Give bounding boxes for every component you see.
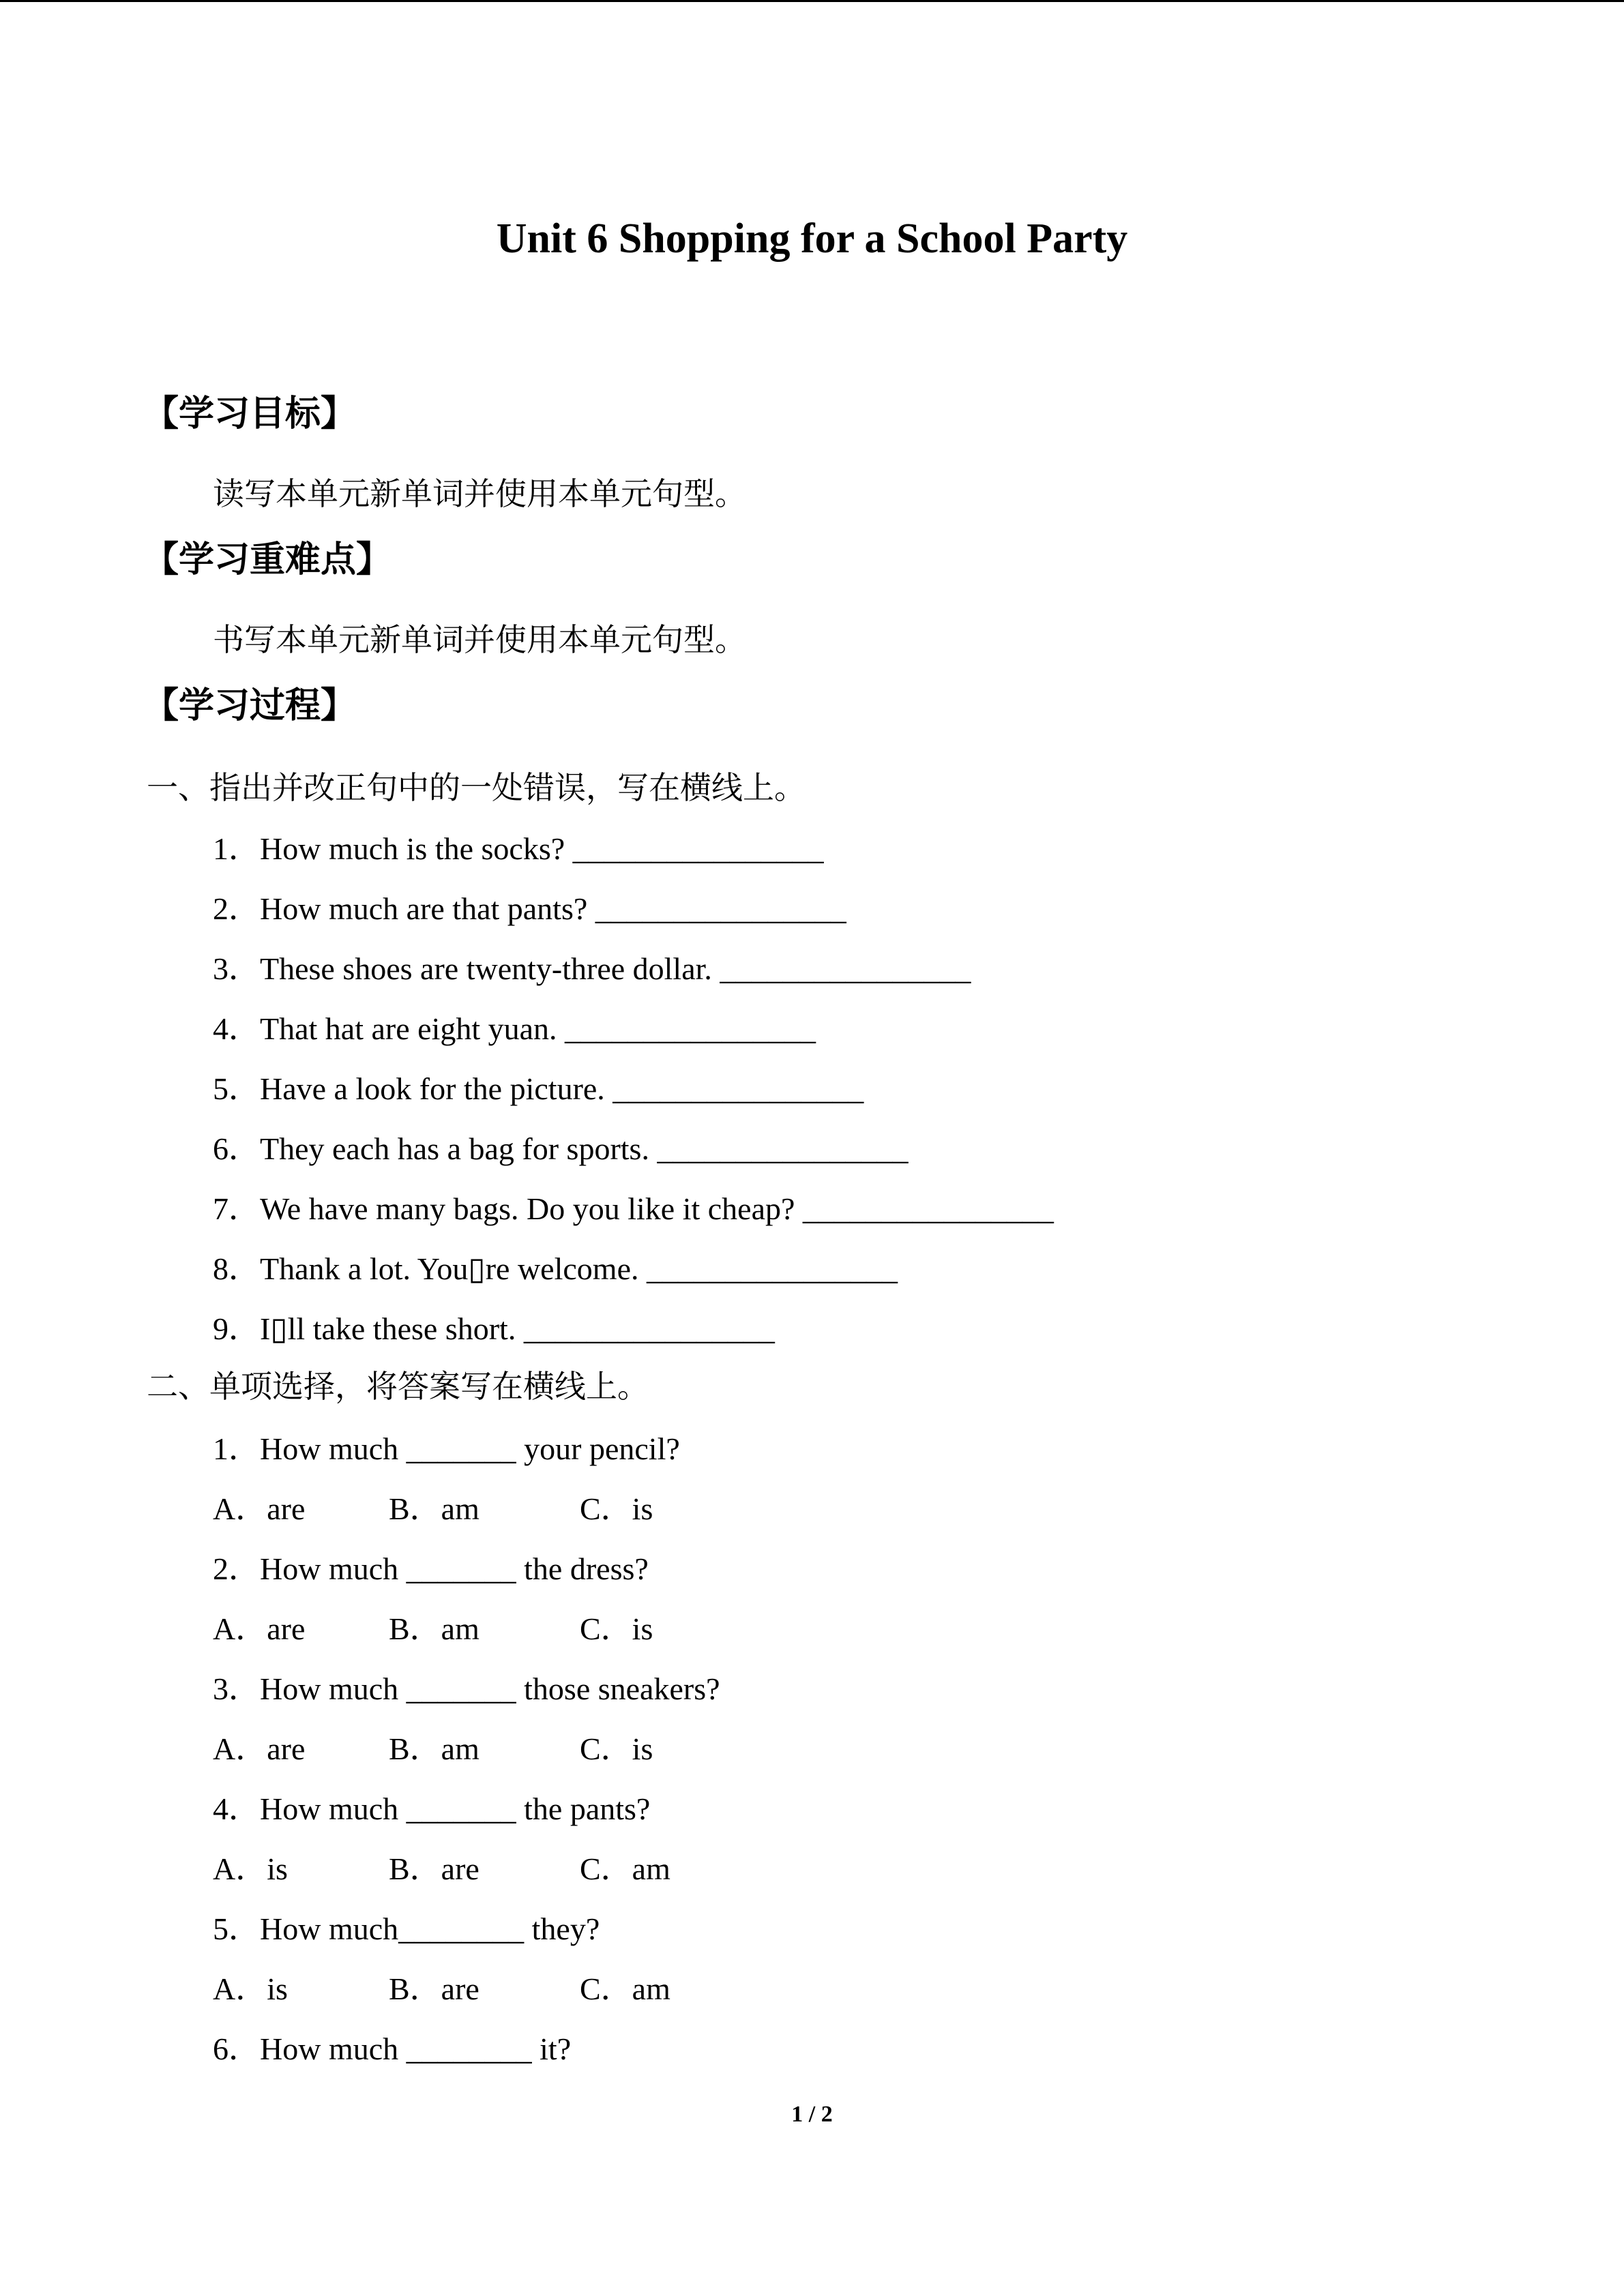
option-c: C．is [580,1611,653,1646]
part1-item: 6．They each has a bag for sports. ________________ [213,1131,909,1166]
option-b: B．are [389,1851,479,1886]
option-a: A．is [213,1851,288,1886]
part1-item: 9．I▯ll take these short. ________________ [213,1311,775,1346]
page-title: Unit 6 Shopping for a School Party [496,215,1128,262]
option-c: C．is [580,1731,653,1766]
part1-item: 7．We have many bags. Do you like it cheap? ________________ [213,1191,1054,1226]
part2-instruction: 二、单项选择，将答案写在横线上。 [147,1369,649,1404]
page-top-rule [0,0,1624,2]
part2-question-stem: 1．How much _______ your pencil? [213,1431,680,1466]
option-a: A．is [213,1971,288,2006]
option-a: A．are [213,1491,306,1526]
part1-item: 8．Thank a lot. You▯re welcome. ________________ [213,1251,898,1286]
part1-item: 5．Have a look for the picture. ________________ [213,1071,864,1106]
option-a: A．are [213,1611,306,1646]
option-b: B．am [389,1611,479,1646]
part1-item: 3．These shoes are twenty-three dollar. ________________ [213,951,971,986]
part2-options [213,1728,653,1770]
heading-learning-process: 【学习过程】 [143,685,357,726]
option-b: B．am [389,1731,479,1766]
part1-instruction: 一、指出并改正句中的一处错误，写在横线上。 [147,771,806,805]
option-c: C．is [580,1491,653,1526]
key-points-text: 书写本单元新单词并使用本单元句型。 [213,623,746,657]
option-c: C．am [580,1851,670,1886]
heading-learning-goals: 【学习目标】 [143,393,357,434]
part2-options [213,1968,670,2010]
part1-item: 1．How much is the socks? ________________ [213,831,824,866]
option-b: B．are [389,1971,479,2006]
part2-options [213,1488,653,1530]
part2-question-stem: 4．How much _______ the pants? [213,1791,651,1826]
part2-options [213,1608,653,1650]
option-b: B．am [389,1491,479,1526]
part2-question-stem: 2．How much _______ the dress? [213,1551,649,1586]
part1-item: 2．How much are that pants? ________________ [213,891,846,926]
part2-options [213,1848,670,1890]
page-number: 1 / 2 [791,2102,833,2127]
part2-question-stem: 6．How much ________ it? [213,2031,572,2066]
part2-question-stem: 3．How much _______ those sneakers? [213,1671,720,1706]
part1-item: 4．That hat are eight yuan. ________________ [213,1011,816,1046]
option-c: C．am [580,1971,670,2006]
part2-question-stem: 5．How much________ they? [213,1911,600,1946]
learning-goals-text: 读写本单元新单词并使用本单元句型。 [213,477,746,511]
option-a: A．are [213,1731,306,1766]
heading-key-points: 【学习重难点】 [143,539,392,580]
